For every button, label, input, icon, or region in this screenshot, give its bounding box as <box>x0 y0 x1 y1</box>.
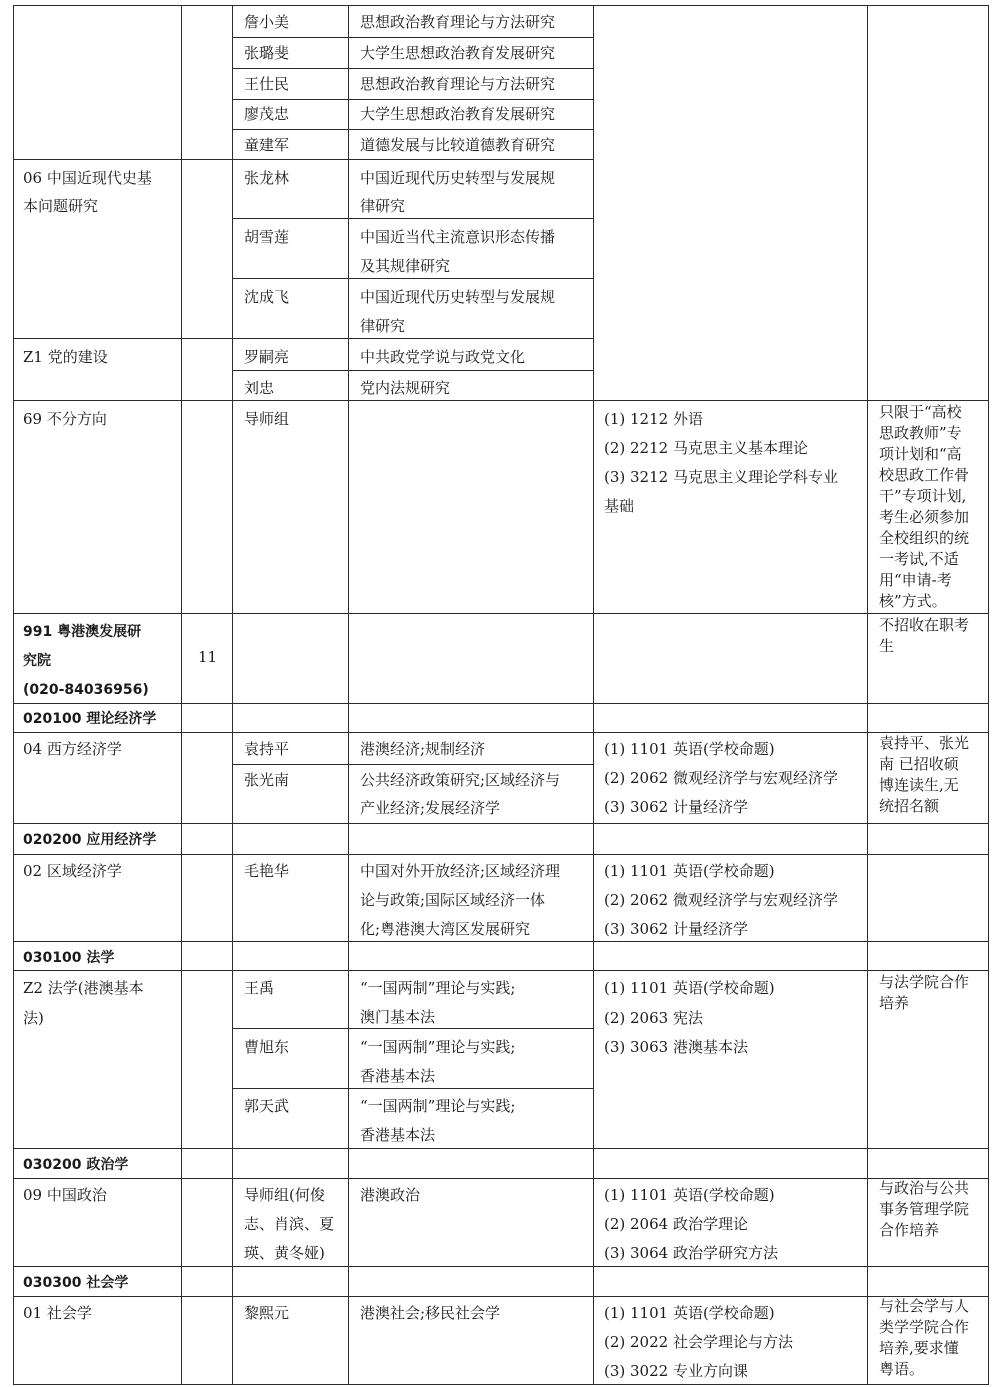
exam-item: (2) 2063 宪法 <box>604 1009 703 1027</box>
field-cell: 本问题研究 <box>23 197 99 215</box>
advisor-cell: 导师组 <box>244 410 290 428</box>
row-divider <box>232 37 593 38</box>
direction-cell: 中国近当代主流意识形态传播 <box>360 228 556 246</box>
advisor-cell: 张璐斐 <box>244 44 290 62</box>
direction-cell: “一国两制”理论与实践; <box>360 1038 516 1056</box>
exam-item: (1) 1101 英语(学校命题) <box>604 1304 775 1322</box>
direction-cell: 公共经济政策研究;区域经济与 <box>360 771 561 789</box>
advisor-cell: 王仕民 <box>244 75 290 93</box>
row-divider <box>232 218 593 219</box>
row-divider <box>232 764 593 765</box>
exam-item: (3) 3022 专业方向课 <box>604 1362 748 1380</box>
note-line: 全校组织的统 <box>879 529 970 547</box>
advisor-cell: 廖茂忠 <box>244 105 290 123</box>
row-divider <box>13 970 989 971</box>
advisor-cell: 王禹 <box>244 979 275 997</box>
field-cell: 06 中国近现代史基 <box>23 169 152 187</box>
exam-item: (1) 1101 英语(学校命题) <box>604 862 775 880</box>
direction-cell: 大学生思想政治教育发展研究 <box>360 44 556 62</box>
note-line: 生 <box>879 637 895 655</box>
note-line: 类学学院合作 <box>879 1318 970 1336</box>
advisor-cell: 刘忠 <box>244 379 275 397</box>
field-cell: Z1 党的建设 <box>23 348 108 366</box>
quota-cell: 11 <box>198 648 218 666</box>
note-line: 与社会学与人 <box>879 1297 970 1315</box>
table-border-bottom <box>13 1384 989 1385</box>
table-border-top <box>13 5 989 6</box>
exam-item: (1) 1101 英语(学校命题) <box>604 979 775 997</box>
advisor-cell: 詹小美 <box>244 13 290 31</box>
advisor-cell: 郭天武 <box>244 1097 290 1115</box>
direction-cell: 大学生思想政治教育发展研究 <box>360 105 556 123</box>
direction-cell: “一国两制”理论与实践; <box>360 979 516 997</box>
exam-item: (3) 3064 政治学研究方法 <box>604 1244 778 1262</box>
direction-cell: 思想政治教育理论与方法研究 <box>360 13 556 31</box>
direction-cell: 党内法规研究 <box>360 379 451 397</box>
field-cell: 02 区域经济学 <box>23 862 122 880</box>
note-line: 与法学院合作 <box>879 973 970 991</box>
direction-cell: 化;粤港澳大湾区发展研究 <box>360 920 531 938</box>
direction-cell: 中国近现代历史转型与发展规 <box>360 169 556 187</box>
row-divider <box>13 1296 989 1297</box>
direction-cell: 思想政治教育理论与方法研究 <box>360 75 556 93</box>
field-cell: 法) <box>23 1009 44 1027</box>
note-line: 核”方式。 <box>879 592 947 610</box>
note-line: 南 已招收硕 <box>879 755 959 773</box>
row-divider <box>13 854 989 855</box>
direction-cell: 律研究 <box>360 197 406 215</box>
note-line: 不招收在职考 <box>879 616 970 634</box>
note-line: 考生必须参加 <box>879 508 970 526</box>
row-divider <box>13 1148 989 1149</box>
row-divider <box>232 129 593 130</box>
row-divider <box>13 1266 989 1267</box>
direction-cell: “一国两制”理论与实践; <box>360 1097 516 1115</box>
major-label: 030200 政治学 <box>23 1157 129 1173</box>
row-divider <box>13 400 989 401</box>
row-divider <box>13 338 593 339</box>
direction-cell: 律研究 <box>360 317 406 335</box>
direction-cell: 港澳社会;移民社会学 <box>360 1304 501 1322</box>
advisor-cell: 黎熙元 <box>244 1304 290 1322</box>
advisor-cell: 童建军 <box>244 136 290 154</box>
direction-cell: 港澳政治 <box>360 1186 421 1204</box>
exam-item: (2) 2064 政治学理论 <box>604 1215 748 1233</box>
direction-cell: 中国对外开放经济;区域经济理 <box>360 862 561 880</box>
field-cell: 09 中国政治 <box>23 1186 107 1204</box>
note-line: 项计划和“高 <box>879 445 962 463</box>
row-divider <box>13 823 989 824</box>
note-line: 粤语。 <box>879 1360 925 1378</box>
exam-item: (2) 2062 微观经济学与宏观经济学 <box>604 891 838 909</box>
direction-cell: 及其规律研究 <box>360 257 451 275</box>
direction-cell: 香港基本法 <box>360 1126 436 1144</box>
note-line: 统招名额 <box>879 797 940 815</box>
field-cell: 01 社会学 <box>23 1304 92 1322</box>
department-name: 991 粤港澳发展研 <box>23 624 142 640</box>
advisor-cell: 毛艳华 <box>244 862 290 880</box>
advisor-cell: 曹旭东 <box>244 1038 290 1056</box>
advisor-cell: 瑛、黄冬娅) <box>244 1244 325 1262</box>
advisor-cell: 罗嗣亮 <box>244 348 290 366</box>
department-phone: (020-84036956) <box>23 682 149 698</box>
row-divider <box>13 732 989 733</box>
major-label: 030100 法学 <box>23 950 115 966</box>
direction-cell: 澳门基本法 <box>360 1008 436 1026</box>
note-line: 思政教师”专 <box>879 424 962 442</box>
exam-item: (1) 1101 英语(学校命题) <box>604 1186 775 1204</box>
advisor-cell: 胡雪莲 <box>244 228 290 246</box>
major-label: 020100 理论经济学 <box>23 711 157 727</box>
major-label: 030300 社会学 <box>23 1275 129 1291</box>
direction-cell: 香港基本法 <box>360 1067 436 1085</box>
field-cell: 04 西方经济学 <box>23 740 122 758</box>
note-line: 培养,要求懂 <box>879 1339 959 1357</box>
note-line: 合作培养 <box>879 1221 940 1239</box>
row-divider <box>232 68 593 69</box>
row-divider <box>13 613 989 614</box>
direction-cell: 中共政党学说与政党文化 <box>360 348 526 366</box>
exam-item: (3) 3212 马克思主义理论学科专业 <box>604 468 838 486</box>
note-line: 事务管理学院 <box>879 1200 970 1218</box>
field-cell: Z2 法学(港澳基本 <box>23 979 144 997</box>
advisor-cell: 张龙林 <box>244 169 290 187</box>
note-line: 用“申请-考 <box>879 571 952 589</box>
exam-item: (2) 2062 微观经济学与宏观经济学 <box>604 769 838 787</box>
exam-item: (3) 3063 港澳基本法 <box>604 1038 748 1056</box>
note-line: 袁持平、张光 <box>879 734 970 752</box>
note-line: 与政治与公共 <box>879 1179 970 1197</box>
note-line: 干”专项计划, <box>879 487 967 505</box>
direction-cell: 论与政策;国际区域经济一体 <box>360 891 546 909</box>
note-line: 一考试,不适 <box>879 550 959 568</box>
advisor-cell: 志、肖滨、夏 <box>244 1215 335 1233</box>
advisor-cell: 张光南 <box>244 771 290 789</box>
exam-item: (3) 3062 计量经济学 <box>604 920 748 938</box>
note-line: 只限于“高校 <box>879 403 962 421</box>
major-label: 020200 应用经济学 <box>23 832 157 848</box>
exam-item: (2) 2022 社会学理论与方法 <box>604 1333 793 1351</box>
direction-cell: 道德发展与比较道德教育研究 <box>360 136 556 154</box>
exam-item: 基础 <box>604 497 635 515</box>
advisor-cell: 沈成飞 <box>244 288 290 306</box>
exam-item: (2) 2212 马克思主义基本理论 <box>604 439 808 457</box>
exam-item: (1) 1212 外语 <box>604 410 703 428</box>
note-line: 培养 <box>879 994 910 1012</box>
direction-cell: 产业经济;发展经济学 <box>360 799 501 817</box>
note-line: 校思政工作骨 <box>879 466 970 484</box>
department-name: 究院 <box>23 653 51 669</box>
note-line: 博连读生,无 <box>879 776 959 794</box>
exam-item: (3) 3062 计量经济学 <box>604 798 748 816</box>
advisor-cell: 导师组(何俊 <box>244 1186 325 1204</box>
field-cell: 69 不分方向 <box>23 410 107 428</box>
direction-cell: 港澳经济;规制经济 <box>360 740 486 758</box>
row-divider <box>13 703 989 704</box>
row-divider <box>13 1178 989 1179</box>
advisor-cell: 袁持平 <box>244 740 290 758</box>
direction-cell: 中国近现代历史转型与发展规 <box>360 288 556 306</box>
exam-item: (1) 1101 英语(学校命题) <box>604 740 775 758</box>
